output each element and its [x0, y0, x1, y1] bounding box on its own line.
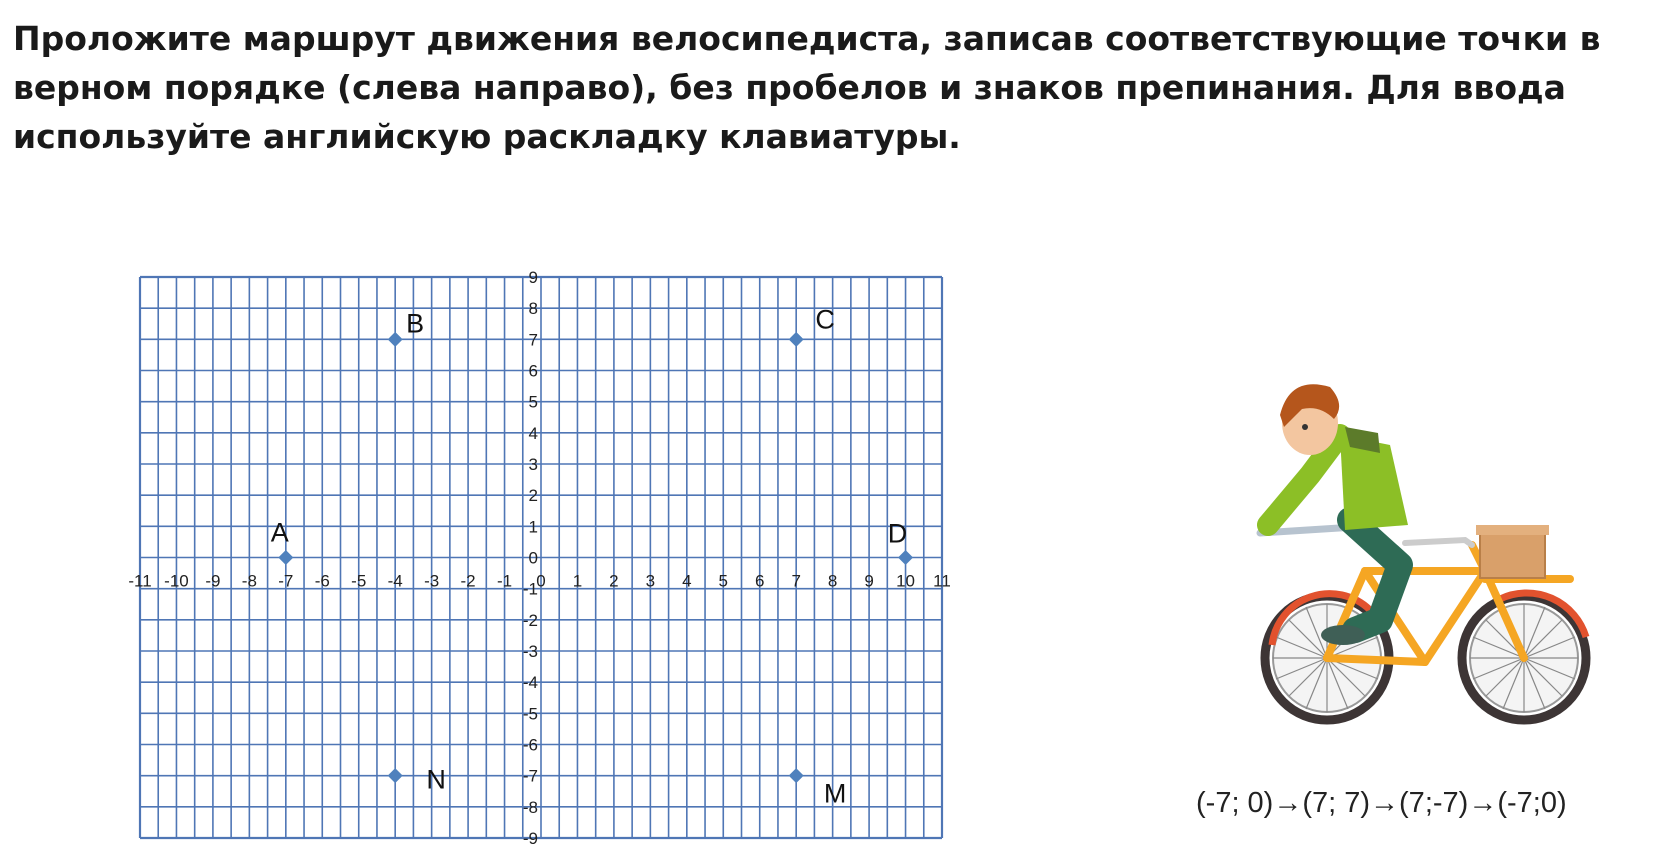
- point-marker-a: [278, 550, 293, 565]
- x-tick-label: -4: [387, 571, 403, 591]
- y-tick-label: -9: [522, 829, 538, 848]
- x-tick-label: 6: [754, 571, 765, 591]
- y-tick-label: 1: [528, 517, 538, 537]
- x-tick-label: -6: [314, 571, 330, 591]
- x-tick-label: 11: [933, 571, 951, 591]
- y-tick-label: 7: [528, 330, 538, 350]
- cyclist-icon: [1250, 375, 1610, 725]
- grid-lines: [140, 277, 942, 838]
- y-tick-label: 2: [528, 486, 538, 506]
- y-tick-label: -8: [522, 797, 538, 817]
- y-tick-label: 0: [528, 548, 538, 568]
- y-tick-label: 6: [528, 361, 538, 381]
- x-tick-label: -7: [278, 571, 294, 591]
- x-tick-label: 0: [536, 571, 546, 591]
- x-tick-label: -2: [460, 571, 476, 591]
- point-marker-n: [388, 768, 403, 783]
- route-answer: (-7; 0)→(7; 7)→(7;-7)→(-7;0): [1196, 787, 1567, 819]
- y-tick-label: 5: [528, 392, 538, 412]
- y-tick-label: -4: [522, 673, 538, 693]
- point-marker-b: [388, 332, 403, 347]
- x-tick-label: 4: [682, 571, 692, 591]
- y-tick-label: -1: [522, 579, 538, 599]
- x-tick-label: 5: [718, 571, 729, 591]
- y-tick-label: -3: [522, 642, 538, 661]
- x-tick-label: -5: [351, 571, 367, 591]
- point-label-b: B: [406, 308, 425, 339]
- y-tick-label: -2: [522, 610, 538, 630]
- y-tick-label: -6: [522, 735, 538, 755]
- x-tick-label: -8: [241, 571, 257, 591]
- task-instruction: Проложите маршрут движения велосипедиста, записав соответствующие точки в верном порядке (слева направо), без пробелов и знаков препинания. Для ввода используйте английскую раскладку клавиатуры.: [13, 19, 1601, 156]
- x-tick-label: 9: [864, 571, 874, 591]
- point-marker-c: [789, 332, 804, 347]
- point-label-m: M: [823, 778, 847, 809]
- y-tick-label: -5: [522, 704, 538, 724]
- point-label-d: D: [887, 518, 908, 549]
- point-marker-d: [898, 550, 913, 565]
- x-tick-label: 2: [609, 571, 619, 591]
- point-label-a: A: [270, 517, 289, 548]
- x-tick-label: -9: [205, 571, 221, 591]
- x-tick-label: -10: [164, 571, 189, 591]
- x-tick-label: 3: [645, 571, 656, 591]
- x-tick-label: 7: [791, 571, 801, 591]
- x-tick-label: -11: [128, 571, 152, 591]
- y-tick-label: 8: [528, 299, 538, 319]
- x-axis-ticks: [128, 572, 950, 591]
- point-label-n: N: [426, 764, 446, 795]
- y-tick-label: -7: [522, 766, 538, 786]
- x-tick-label: -1: [496, 571, 513, 591]
- x-tick-label: 8: [827, 571, 838, 591]
- x-tick-label: -3: [424, 571, 440, 591]
- point-label-c: C: [815, 304, 835, 335]
- point-markers: [270, 304, 916, 809]
- y-tick-label: 9: [528, 268, 538, 287]
- point-marker-m: [789, 768, 804, 783]
- y-tick-label: 4: [528, 423, 538, 443]
- y-tick-label: 3: [528, 455, 538, 474]
- x-tick-label: 1: [572, 571, 583, 591]
- x-tick-label: 10: [896, 571, 916, 591]
